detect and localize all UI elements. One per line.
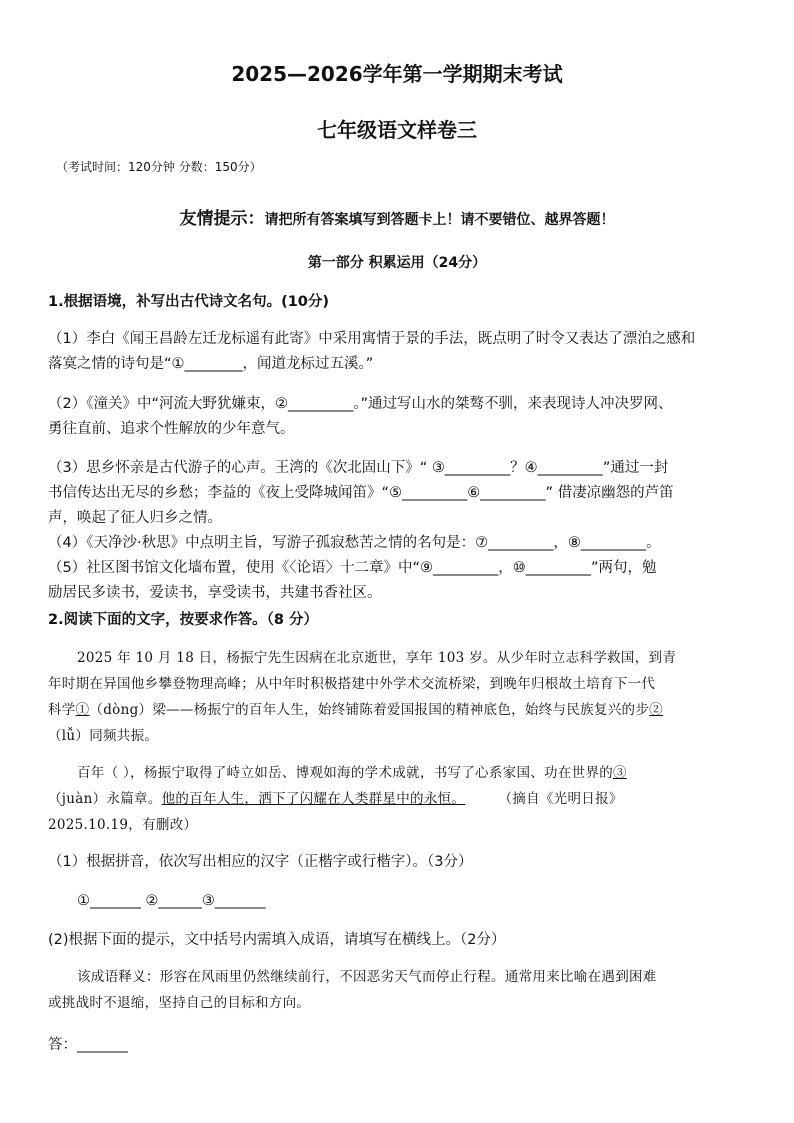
question-1-heading: 1.根据语境，补写出古代诗文名句。(10分) xyxy=(48,294,330,310)
para1-line1: 2025 年 10 月 18 日，杨振宁先生因病在北京逝世，享年 103 岁。从少年时立志科学救国，到青 xyxy=(77,650,677,666)
q2-sub2-heading: (2)根据下面的提示，文中括号内需填入成语，请填写在横线上。（2分） xyxy=(48,932,506,948)
tip-label: 友情提示： xyxy=(179,209,265,229)
friendly-tip xyxy=(0,204,794,229)
para2-line3: 2025.10.19，有删改） xyxy=(48,817,198,833)
q1-item5 xyxy=(48,556,748,606)
para1-line3-a: 科学 xyxy=(48,702,76,718)
blank-mark-3: ③ xyxy=(613,765,627,781)
idiom-definition xyxy=(48,964,748,1016)
tip-text: 请把所有答案填写到答题卡上！请不要错位、越界答题！ xyxy=(264,212,615,228)
q1-item1-line2: 落寞之情的诗句是“①________，闻道龙标过五溪。” xyxy=(48,356,374,372)
para1-line2: 年时期在异国他乡攀登物理高峰；从中年时积极搭建中外学术交流桥梁，到晚年归根故土培育下一代 xyxy=(48,676,656,692)
q1-item5-line1: （5）社区图书馆文化墙布置，使用《〈论语〉十二章》中“⑨_________，⑩_________”两句，勉 xyxy=(48,560,657,576)
para1-line4: （lǚ）同频共振。 xyxy=(48,728,159,744)
question-2-heading: 2.阅读下面的文字，按要求作答。（8 分） xyxy=(48,612,318,628)
q1-item3-line3: 声，唤起了征人归乡之情。 xyxy=(48,510,222,526)
answer-line xyxy=(48,1033,748,1058)
para1-line3 xyxy=(48,697,748,723)
q1-item4: （4）《天净沙·秋思》中点明主旨，写游子孤寂愁苦之情的名句是：⑦_________，⑧_________。 xyxy=(48,535,661,551)
underlined-sentence: 他的百年人生，洒下了闪耀在人类群星中的永恒。 xyxy=(161,791,466,807)
para2-line1 xyxy=(48,760,748,786)
para2-line2-a: （juàn）永篇章。 xyxy=(48,791,162,807)
para2-line1-a: 百年（ ），杨振宁取得了峙立如岳、博观如海的学术成就，书写了心系家国、功在世界的 xyxy=(77,765,614,781)
blank-mark-1: ① xyxy=(75,702,90,718)
q2-sub1-heading: （1）根据拼音，依次写出相应的汉字（正楷字或行楷字）。（3分） xyxy=(48,854,473,870)
answer-label: 答： xyxy=(48,1037,77,1053)
q1-item3 xyxy=(48,456,748,531)
q2-sub1-blanks: ①_______ ②______③_______ xyxy=(77,893,266,909)
q1-item5-line2: 励居民多读书，爱读书，享受读书，共建书香社区。 xyxy=(48,585,382,601)
idiom-def-line2: 或挑战时不退缩，坚持自己的目标和方向。 xyxy=(48,995,311,1011)
q1-item1-line1: （1）李白《闻王昌龄左迁龙标遥有此寄》中采用寓情于景的手法，既点明了时令又表达了漂泊之感和 xyxy=(48,331,696,347)
part1-heading: 第一部分 积累运用（24分） xyxy=(307,255,487,271)
source-citation: （摘自《光明日报》 xyxy=(505,791,623,807)
exam-title: 2025—2026学年第一学期期末考试 xyxy=(231,62,563,86)
blank-mark-2: ② xyxy=(649,702,663,718)
q2-passage-para1 xyxy=(48,645,748,749)
q1-item2-line1: （2）《潼关》中“河流大野犹嫌束，②_________。”通过写山水的桀骜不驯，来表现诗人冲决罗网、 xyxy=(48,396,673,412)
q1-item1 xyxy=(48,327,748,377)
q1-item2-line2: 勇往直前、追求个性解放的少年意气。 xyxy=(48,421,295,437)
para2-line2 xyxy=(48,786,748,812)
answer-blank: _______ xyxy=(77,1037,128,1053)
exam-info: （考试时间：120分钟 分数：150分） xyxy=(56,160,262,174)
q1-item3-line1: （3）思乡怀亲是古代游子的心声。王湾的《次北固山下》“ ③_________？④_________”通过一封 xyxy=(48,460,669,476)
idiom-def-line1: 该成语释义：形容在风雨里仍然继续前行，不因恶劣天气而停止行程。通常用来比喻在遇到困难 xyxy=(77,969,657,985)
q2-passage-para2 xyxy=(48,760,748,838)
q1-item2 xyxy=(48,392,748,442)
paper-subtitle: 七年级语文样卷三 xyxy=(317,118,477,142)
q1-item3-line2: 书信传达出无尽的乡愁；李益的《夜上受降城闻笛》“⑤_________⑥_________” 借凄凉幽怨的芦笛 xyxy=(48,485,674,501)
para1-line3-b: （dòng）梁——杨振宁的百年人生，始终铺陈着爱国报国的精神底色，始终与民族复兴的步 xyxy=(89,702,650,718)
